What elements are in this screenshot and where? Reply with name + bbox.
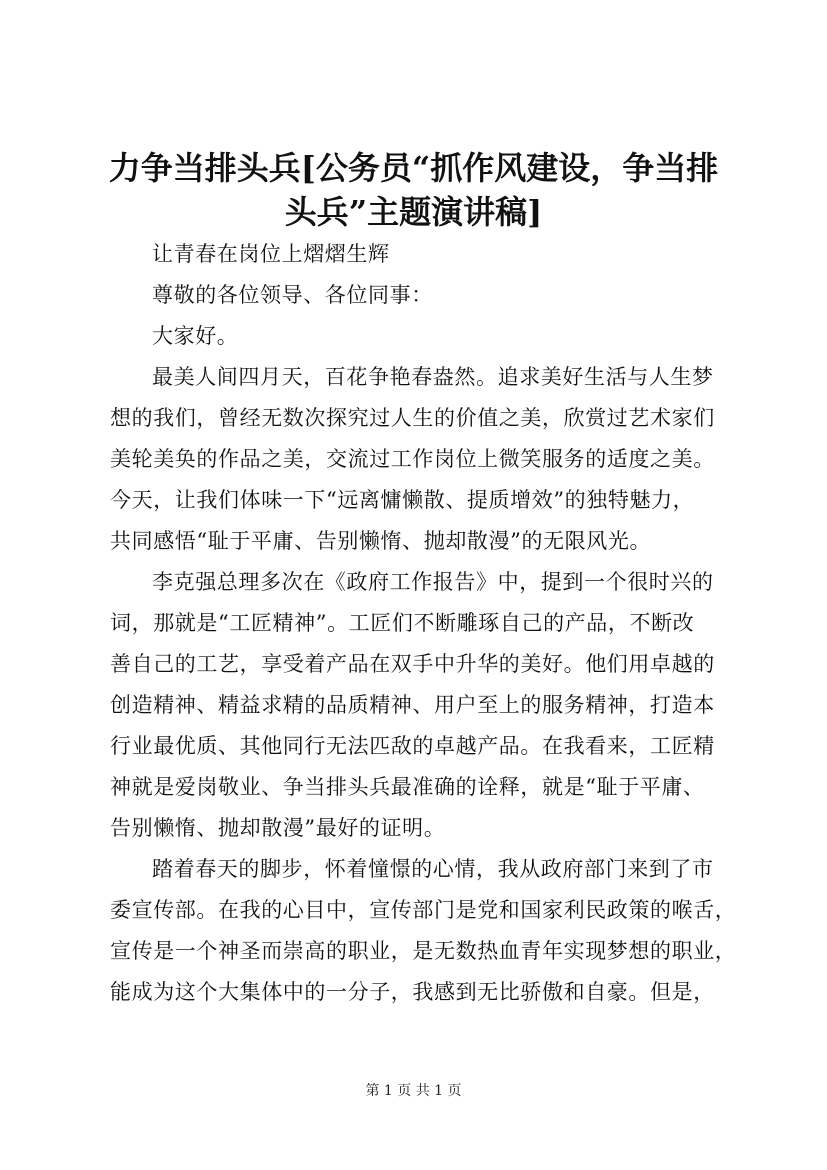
paragraph-2-line: 神就是爱岗敬业、争当排头兵最准确的诠释，就是“耻于平庸、 — [110, 775, 705, 799]
hello: 大家好。 — [152, 324, 239, 348]
paragraph-1-line: 想的我们，曾经无数次探究过人生的价值之美，欣赏过艺术家们 — [110, 406, 715, 430]
paragraph-2-line: 行业最优质、其他同行无法匹敌的卓越产品。在我看来，工匠精 — [110, 734, 715, 758]
paragraph-3-line: 委宣传部。在我的心目中，宣传部门是党和国家利民政策的喉舌， — [110, 898, 737, 922]
paragraph-3-line: 踏着春天的脚步，怀着憧憬的心情，我从政府部门来到了市 — [152, 857, 714, 881]
paragraph-3-line: 能成为这个大集体中的一分子，我感到无比骄傲和自豪。但是， — [110, 980, 715, 1004]
paragraph-2-line: 善自己的工艺，享受着产品在双手中升华的美好。他们用卓越的 — [110, 652, 715, 676]
paragraph-2-line: 创造精神、精益求精的品质精神、用户至上的服务精神，打造本 — [110, 693, 715, 717]
paragraph-1-line: 最美人间四月天，百花争艳春盎然。追求美好生活与人生梦 — [152, 365, 714, 389]
paragraph-2-line: 告别懒惰、抛却散漫”最好的证明。 — [110, 816, 446, 840]
paragraph-1-line: 今天，让我们体味一下“远离慵懒散、提质增效”的独特魅力， — [110, 488, 695, 512]
document-title — [100, 146, 727, 234]
subtitle: 让青春在岗位上熠熠生辉 — [152, 242, 390, 266]
greeting: 尊敬的各位领导、各位同事： — [152, 283, 433, 307]
paragraph-1-line: 美轮美奂的作品之美，交流过工作岗位上微笑服务的适度之美。 — [110, 447, 715, 471]
document-body — [110, 234, 735, 1013]
title-line-1: 力争当排头兵[公务员“抓作风建设，争当排 — [108, 149, 719, 187]
page-footer: 第 1 页 共 1 页 — [365, 1083, 462, 1099]
paragraph-1-line: 共同感悟“耻于平庸、告别懒惰、抛却散漫”的无限风光。 — [110, 529, 652, 553]
paragraph-2-line: 李克强总理多次在《政府工作报告》中，提到一个很时兴的 — [152, 570, 714, 594]
title-line-2: 头兵”主题演讲稿] — [284, 193, 543, 231]
paragraph-2-line: 词，那就是“工匠精神”。工匠们不断雕琢自己的产品，不断改 — [110, 611, 695, 635]
paragraph-3-line: 宣传是一个神圣而崇高的职业，是无数热血青年实现梦想的职业， — [110, 939, 737, 963]
